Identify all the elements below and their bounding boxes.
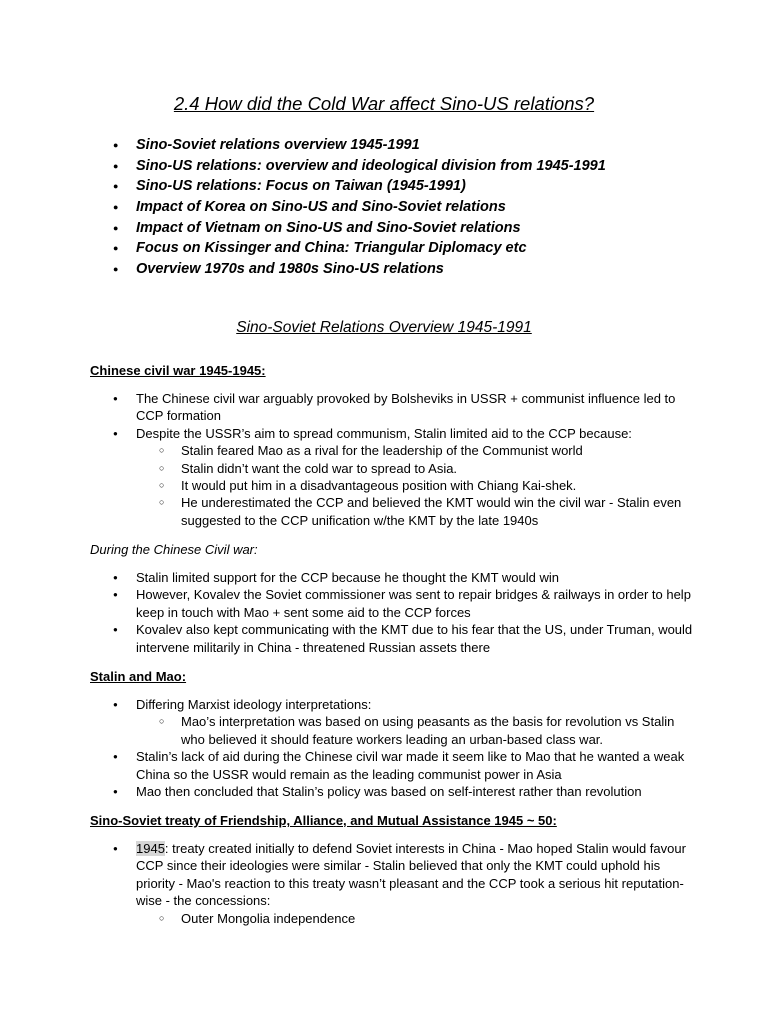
topic-item: ● Sino-Soviet relations overview 1945-1991 — [0, 135, 606, 156]
list-item — [0, 840, 700, 927]
topic-item: ● Impact of Korea on Sino-US and Sino-Soviet relations — [0, 197, 606, 218]
treaty-sublist — [136, 910, 700, 927]
sub-list-item: ○ Mao’s interpretation was based on using peasants as the basis for revolution vs Stalin who believed it should feature workers leading an urban-based class war. — [136, 713, 700, 748]
heading-treaty: Sino-Soviet treaty of Friendship, Alliance, and Mutual Assistance 1945 ~ 50: — [90, 813, 557, 828]
topic-item: ● Focus on Kissinger and China: Triangular Diplomacy etc — [0, 238, 606, 259]
list-item: ● Stalin’s lack of aid during the Chinese civil war made it seem like to Mao that he wanted a weak China so the USSR would remain as the leading communist power in Asia — [0, 748, 700, 783]
sub-list-item: ○ Outer Mongolia independence — [136, 910, 700, 927]
stalin-mao-list — [0, 696, 700, 800]
list-item: ● Kovalev also kept communicating with the KMT due to his fear that the US, under Truman, would intervene militarily in China - threatened Russian assets there — [0, 621, 700, 656]
list-item: ● However, Kovalev the Soviet commissioner was sent to repair bridges & railways in order to help keep in touch with Mao + sent some aid to the CCP forces — [0, 586, 700, 621]
stalin-mao-sublist — [136, 713, 700, 748]
during-list — [0, 569, 700, 656]
civil-war-sublist — [136, 442, 700, 529]
civil-war-list — [0, 390, 700, 529]
sub-list-item: ○ He underestimated the CCP and believed the KMT would win the civil war - Stalin even suggested to the CCP unification w/the KMT by the late 1940s — [136, 494, 700, 529]
list-item: ● Despite the USSR’s aim to spread communism, Stalin limited aid to the CCP because: ○ Stalin feared Mao as a rival for the leadership of the Communist world ○ Stalin didn’t want the cold war to spread to Asia. ○ It would put him in a disadvantageous position with Chiang Kai-shek. ○ He underestimated the CCP and believed the KMT would win the civil war - Stalin even suggested to the CCP unification w/the KMT by the late 1940s — [0, 425, 700, 529]
topic-item: ● Overview 1970s and 1980s Sino-US relations — [0, 259, 606, 280]
section-title: Sino-Soviet Relations Overview 1945-1991 — [236, 319, 532, 336]
topic-item: ● Sino-US relations: Focus on Taiwan (1945-1991) — [0, 176, 606, 197]
sub-list-item: ○ Stalin feared Mao as a rival for the leadership of the Communist world — [136, 442, 700, 459]
topic-list — [0, 135, 606, 280]
topic-item: ● Impact of Vietnam on Sino-US and Sino-Soviet relations — [0, 218, 606, 239]
heading-civil-war: Chinese civil war 1945-1945: — [90, 363, 266, 378]
topic-item: ● Sino-US relations: overview and ideological division from 1945-1991 — [0, 156, 606, 177]
list-item: ● The Chinese civil war arguably provoked by Bolsheviks in USSR + communist influence led to CCP formation — [0, 390, 700, 425]
page-title: 2.4 How did the Cold War affect Sino-US relations? — [173, 93, 595, 114]
list-item: ● Differing Marxist ideology interpretations: ○ Mao’s interpretation was based on using peasants as the basis for revolution vs Stalin who believed it should feature workers leading an urban-based class war. — [0, 696, 700, 748]
during-civil-war-label: During the Chinese Civil war: — [90, 542, 258, 557]
sub-list-item: ○ It would put him in a disadvantageous position with Chiang Kai-shek. — [136, 477, 700, 494]
highlighted-year: 1945 — [136, 841, 165, 856]
treaty-text: : treaty created initially to defend Soviet interests in China - Mao hoped Stalin would favour CCP since their ideologies were similar - Stalin believed that only the KMT could uphold his priority - Mao's reaction to this treaty wasn’t pleasant and the CCP took a serious hit reputation-wise - the concessions: — [136, 841, 686, 909]
treaty-list — [0, 840, 700, 927]
sub-list-item: ○ Stalin didn’t want the cold war to spread to Asia. — [136, 460, 700, 477]
list-item: ● Stalin limited support for the CCP because he thought the KMT would win — [0, 569, 700, 586]
list-item: ● Mao then concluded that Stalin’s policy was based on self-interest rather than revolution — [0, 783, 700, 800]
heading-stalin-mao: Stalin and Mao: — [90, 669, 187, 684]
